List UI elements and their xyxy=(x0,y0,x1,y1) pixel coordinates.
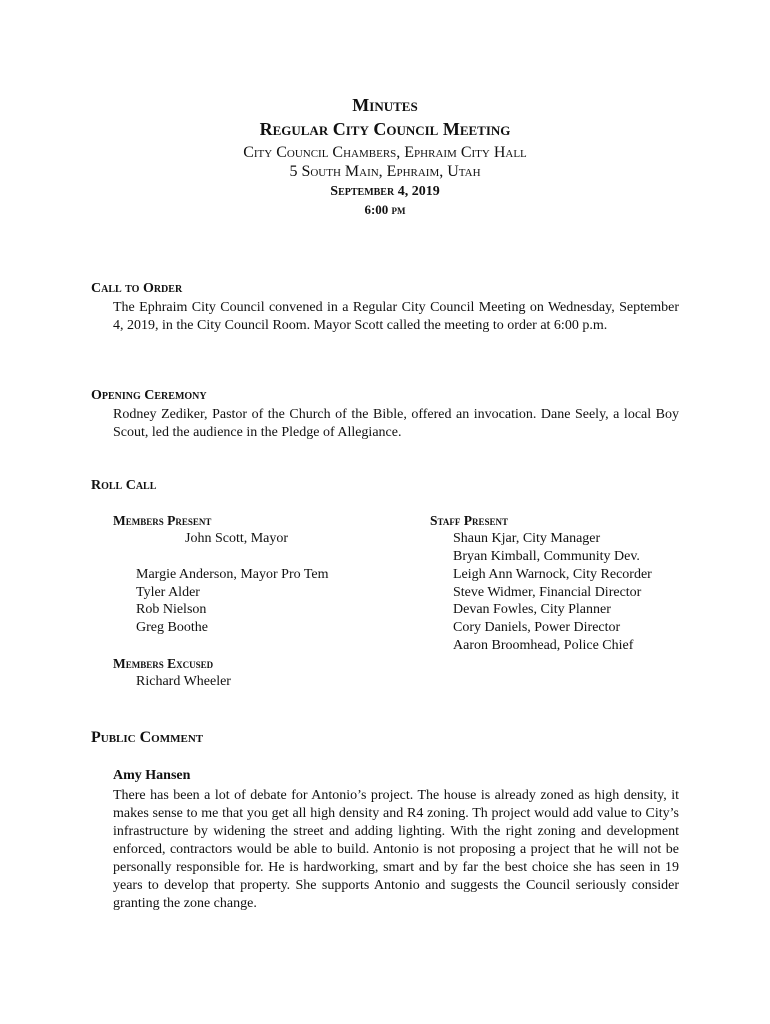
opening-ceremony-heading: Opening Ceremony xyxy=(91,388,207,403)
meeting-date: September 4, 2019 xyxy=(330,184,440,199)
staff-member: Cory Daniels, Power Director xyxy=(453,620,621,635)
member-present: Margie Anderson, Mayor Pro Tem xyxy=(136,567,329,582)
call-to-order-text: The Ephraim City Council convened in a Regular City Council Meeting on Wednesday, September 4, 2019, in the City Council Room. Mayor Scott called the meeting to order at 6:00 p.m. xyxy=(113,300,679,333)
speaker-name: Amy Hansen xyxy=(113,768,191,783)
member-present: Rob Nielson xyxy=(136,602,207,617)
member-present: Tyler Alder xyxy=(136,585,200,600)
roll-call-heading: Roll Call xyxy=(91,478,157,493)
member-present: Greg Boothe xyxy=(136,620,208,635)
staff-member: Shaun Kjar, City Manager xyxy=(453,531,601,546)
mayor-entry: John Scott, Mayor xyxy=(185,531,289,546)
meeting-time: 6:00 pm xyxy=(364,202,406,217)
staff-member: Leigh Ann Warnock, City Recorder xyxy=(453,567,652,582)
staff-member: Aaron Broomhead, Police Chief xyxy=(453,638,634,653)
public-comment-heading: Public Comment xyxy=(91,729,204,746)
staff-member: Steve Widmer, Financial Director xyxy=(453,585,642,600)
staff-present-heading: Staff Present xyxy=(430,513,508,528)
document-title: Minutes xyxy=(352,95,418,115)
staff-member: Bryan Kimball, Community Dev. xyxy=(453,549,640,564)
meeting-address: 5 South Main, Ephraim, Utah xyxy=(289,163,481,180)
call-to-order-heading: Call to Order xyxy=(91,281,183,296)
members-present-heading: Members Present xyxy=(113,513,212,528)
staff-member: Devan Fowles, City Planner xyxy=(453,602,611,617)
members-excused-heading: Members Excused xyxy=(113,656,214,671)
opening-ceremony-text: Rodney Zediker, Pastor of the Church of the Bible, offered an invocation. Dane Seely, a local Boy Scout, led the audience in the Pledge of Allegiance. xyxy=(113,407,679,440)
member-excused: Richard Wheeler xyxy=(136,674,231,689)
meeting-type: Regular City Council Meeting xyxy=(259,119,511,139)
meeting-location: City Council Chambers, Ephraim City Hall xyxy=(243,144,527,161)
public-comment-text: There has been a lot of debate for Antonio’s project. The house is already zoned as high density, it makes sense to me that you get all high density and R4 zoning. Th project would add value to City’s infrastructure by widening the street and adding lighting. With the right zoning and development enforced, contractors would be able to build. Antonio is not proposing a project that he will not be personally responsible for. He is hardworking, smart and by far the best choice she has seen in 19 years to develop that property. She supports Antonio and suggests the Council seriously consider granting the zone change. xyxy=(113,788,679,911)
